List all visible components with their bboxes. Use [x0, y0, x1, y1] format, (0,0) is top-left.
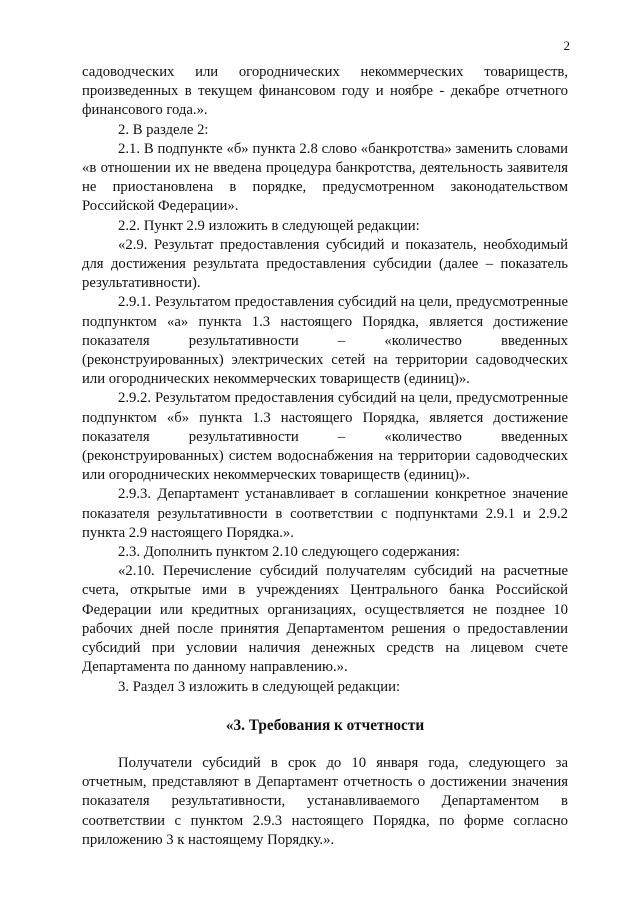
paragraph-section-3-text: Получатели субсидий в срок до 10 января года, следующего за отчетным, представляют в Департамент отчетность о достижении значения показателя результативности, устанавливаемого Департаментом в соответствии с пунктом 2.9.3 настоящего Порядка, по форме согласно приложению 3 к настоящему Порядку.».	[82, 754, 568, 848]
paragraph-2-9: «2.9. Результат предоставления субсидий и показатель, необходимый для достижения результата предоставления субсидии (далее – показатель результативности).	[82, 236, 568, 292]
paragraph-section-2-intro: 2. В разделе 2:	[118, 121, 209, 138]
paragraph-section-3-intro: 3. Раздел 3 изложить в следующей редакции:	[118, 678, 401, 695]
paragraph-2-9-1: 2.9.1. Результатом предоставления субсидий на цели, предусмотренные подпунктом «а» пункта 1.3 настоящего Порядка, является достижение показателя результативности – «количество введенных (реконструированных) электрических сетей на территории садоводческих или огороднических некоммерческих товариществ (единиц)».	[82, 294, 568, 388]
paragraph-2-3: 2.3. Дополнить пунктом 2.10 следующего содержания:	[118, 544, 461, 561]
paragraph-2-1: 2.1. В подпункте «б» пункта 2.8 слово «банкротства» заменить словами «в отношении их не введена процедура банкротства, деятельность заявителя не приостановлена в порядке, предусмотренном законодательством Российской Федерации».	[82, 140, 568, 215]
section-heading: «3. Требования к отчетности	[225, 716, 425, 734]
page-number: 2	[563, 38, 570, 53]
paragraph-2-10: «2.10. Перечисление субсидий получателям субсидий на расчетные счета, открытые ими в учреждениях Центрального банка Российской Федерации или кредитных организациях, осуществляется не позднее 10 рабочих дней после принятия Департаментом решения о предоставлении субсидий при условии наличия денежных средств на лицевом счете Департамента по данному направлению.».	[82, 563, 568, 676]
paragraph-2-9-3: 2.9.3. Департамент устанавливает в соглашении конкретное значение показателя результативности в соответствии с подпунктами 2.9.1 и 2.9.2 пункта 2.9 настоящего Порядка.».	[82, 486, 568, 541]
paragraph-2-9-2: 2.9.2. Результатом предоставления субсидий на цели, предусмотренные подпунктом «б» пункта 1.3 настоящего Порядка, является достижение показателя результативности – «количество введенных (реконструированных) систем водоснабжения на территории садоводческих или огороднических некоммерческих товариществ (единиц)».	[82, 390, 568, 484]
paragraph-continuation: садоводческих или огороднических некоммерческих товариществ, произведенных в текущем финансовом году и ноябре - декабре отчетного финансового года.».	[82, 64, 568, 119]
paragraph-2-2: 2.2. Пункт 2.9 изложить в следующей редакции:	[118, 217, 420, 234]
document-body	[82, 63, 568, 850]
